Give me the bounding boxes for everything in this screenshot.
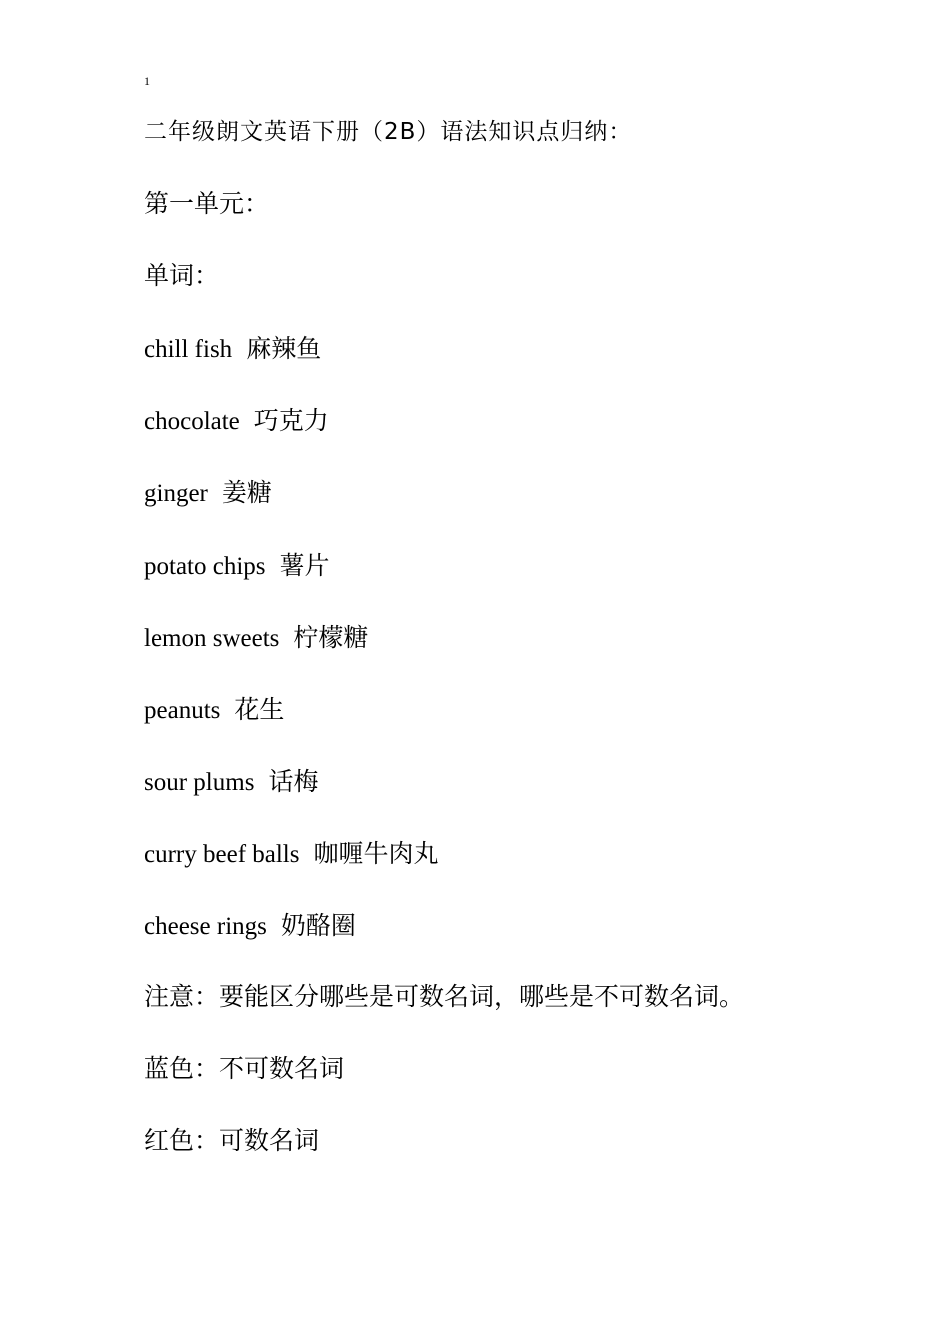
vocab-item — [144, 405, 329, 438]
vocab-english: curry beef balls — [144, 841, 300, 868]
vocab-item — [144, 838, 439, 871]
vocab-chinese: 柠檬糖 — [293, 623, 369, 652]
vocab-english: potato chips — [144, 553, 266, 580]
vocab-chinese: 奶酪圈 — [280, 911, 356, 940]
legend-blue: 蓝色：不可数名词 — [144, 1056, 345, 1083]
vocab-item — [144, 694, 284, 727]
vocab-english: chocolate — [144, 408, 240, 435]
vocab-item — [144, 550, 330, 583]
vocab-english: ginger — [144, 480, 208, 507]
note-text: 注意：要能区分哪些是可数名词，哪些是不可数名词。 — [144, 984, 745, 1011]
legend-red: 红色：可数名词 — [144, 1128, 320, 1155]
vocab-english: chill fish — [144, 336, 233, 363]
vocab-chinese: 咖喱牛肉丸 — [313, 839, 439, 868]
vocab-chinese: 花生 — [234, 695, 285, 724]
page-title: 二年级朗文英语下册（2B）语法知识点归纳： — [144, 119, 633, 145]
vocab-english: peanuts — [144, 697, 221, 724]
page-number: 1 — [144, 74, 150, 88]
vocab-chinese: 话梅 — [268, 767, 319, 796]
vocab-chinese: 薯片 — [279, 551, 330, 580]
vocab-item — [144, 622, 368, 655]
vocab-item — [144, 766, 318, 799]
vocab-english: cheese rings — [144, 913, 267, 940]
vocab-item — [144, 477, 272, 510]
vocab-chinese: 麻辣鱼 — [246, 334, 322, 363]
vocab-chinese: 姜糖 — [221, 478, 272, 507]
vocab-item — [144, 333, 321, 366]
vocab-english: lemon sweets — [144, 625, 280, 652]
unit-heading: 第一单元： — [144, 191, 270, 218]
vocab-chinese: 巧克力 — [253, 406, 329, 435]
vocab-item — [144, 910, 356, 943]
vocab-heading: 单词： — [144, 263, 220, 290]
vocab-english: sour plums — [144, 769, 255, 796]
